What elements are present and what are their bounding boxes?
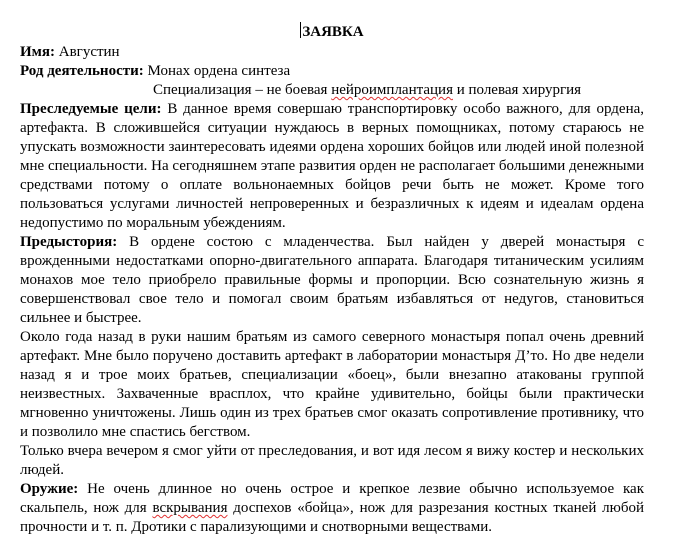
document-title bbox=[20, 22, 644, 41]
specialization-text-after: и полевая хирургия bbox=[452, 82, 582, 98]
name-value: Августин bbox=[58, 44, 120, 60]
occupation-label: Род деятельности: bbox=[20, 63, 144, 79]
name-line bbox=[20, 43, 644, 62]
goals-label: Преследуемые цели: bbox=[20, 101, 162, 117]
occupation-line bbox=[20, 62, 644, 81]
spellcheck-flagged-word: нейроимплантация bbox=[331, 82, 453, 98]
document-title-text: ЗАЯВКА bbox=[302, 24, 364, 40]
spellcheck-flagged-word-2: вскрывания bbox=[152, 500, 228, 516]
goals-text: В данное время совершаю транспортировку особо важного, для ордена, артефакта. В сложившейся ситуации нуждаюсь в верных помощниках, потому стараюсь не упускать возможности заинтересовать идеями ордена хороших бойцов или людей иной полезной мне специальности. На сегодняшнем этапе развития орден не располагает большими денежными средствами потому о оплате вольнонаемных бойцов речи быть не может. Кроме того пользоваться услугами личностей непроверенных и безразличных к идеям и идеалам ордена недопустимо по моральным убеждениям. bbox=[20, 101, 645, 231]
occupation-value: Монах ордена синтеза bbox=[147, 63, 291, 79]
backstory-text: В ордене состою с младенчества. Был найден у дверей монастыря с врожденными недостатками опорно-двигательного аппарата. Благодаря титаническим усилиям монахов мое тело приобрело правильные формы и пропорции. Всю сознательную жизнь я совершенствовал свое тело и помогал своим братьям избавляться от недугов, становиться сильнее и быстрее. bbox=[20, 234, 644, 326]
specialization-line bbox=[20, 81, 644, 100]
weapon-text-after: доспехов «бойца», нож для разрезания костных тканей любой прочности и т. п. Дротики с парализующими и снотворными веществами. bbox=[20, 500, 644, 535]
backstory-label: Предыстория: bbox=[20, 234, 118, 250]
weapon-paragraph bbox=[20, 480, 644, 537]
specialization-text-before: Специализация – не боевая bbox=[153, 82, 332, 98]
weapon-text-before: Не очень длинное но очень острое и крепкое лезвие обычно используемое как скальпель, нож для bbox=[20, 481, 645, 516]
backstory-paragraph-3: Только вчера вечером я смог уйти от преследования, и вот идя лесом я вижу костер и нескольких людей. bbox=[20, 443, 644, 478]
backstory-paragraph-2: Около года назад в руки нашим братьям из самого северного монастыря попал очень древний артефакт. Мне было поручено доставить артефакт в лаборатории монастыря Д’то. Но две недели назад я и трое моих братьев, специализации «боец», были внезапно атакованы группой неизвестных. Захваченные врасплох, что крайне удивительно, бойцы были практически мгновенно уничтожены. Лишь один из трех братьев смог оказать сопротивление противнику, что и позволило мне спастись бегством. bbox=[20, 329, 644, 440]
weapon-label: Оружие: bbox=[20, 481, 79, 497]
name-label: Имя: bbox=[20, 44, 55, 60]
goals-paragraph bbox=[20, 100, 644, 233]
backstory-paragraph bbox=[20, 233, 644, 328]
